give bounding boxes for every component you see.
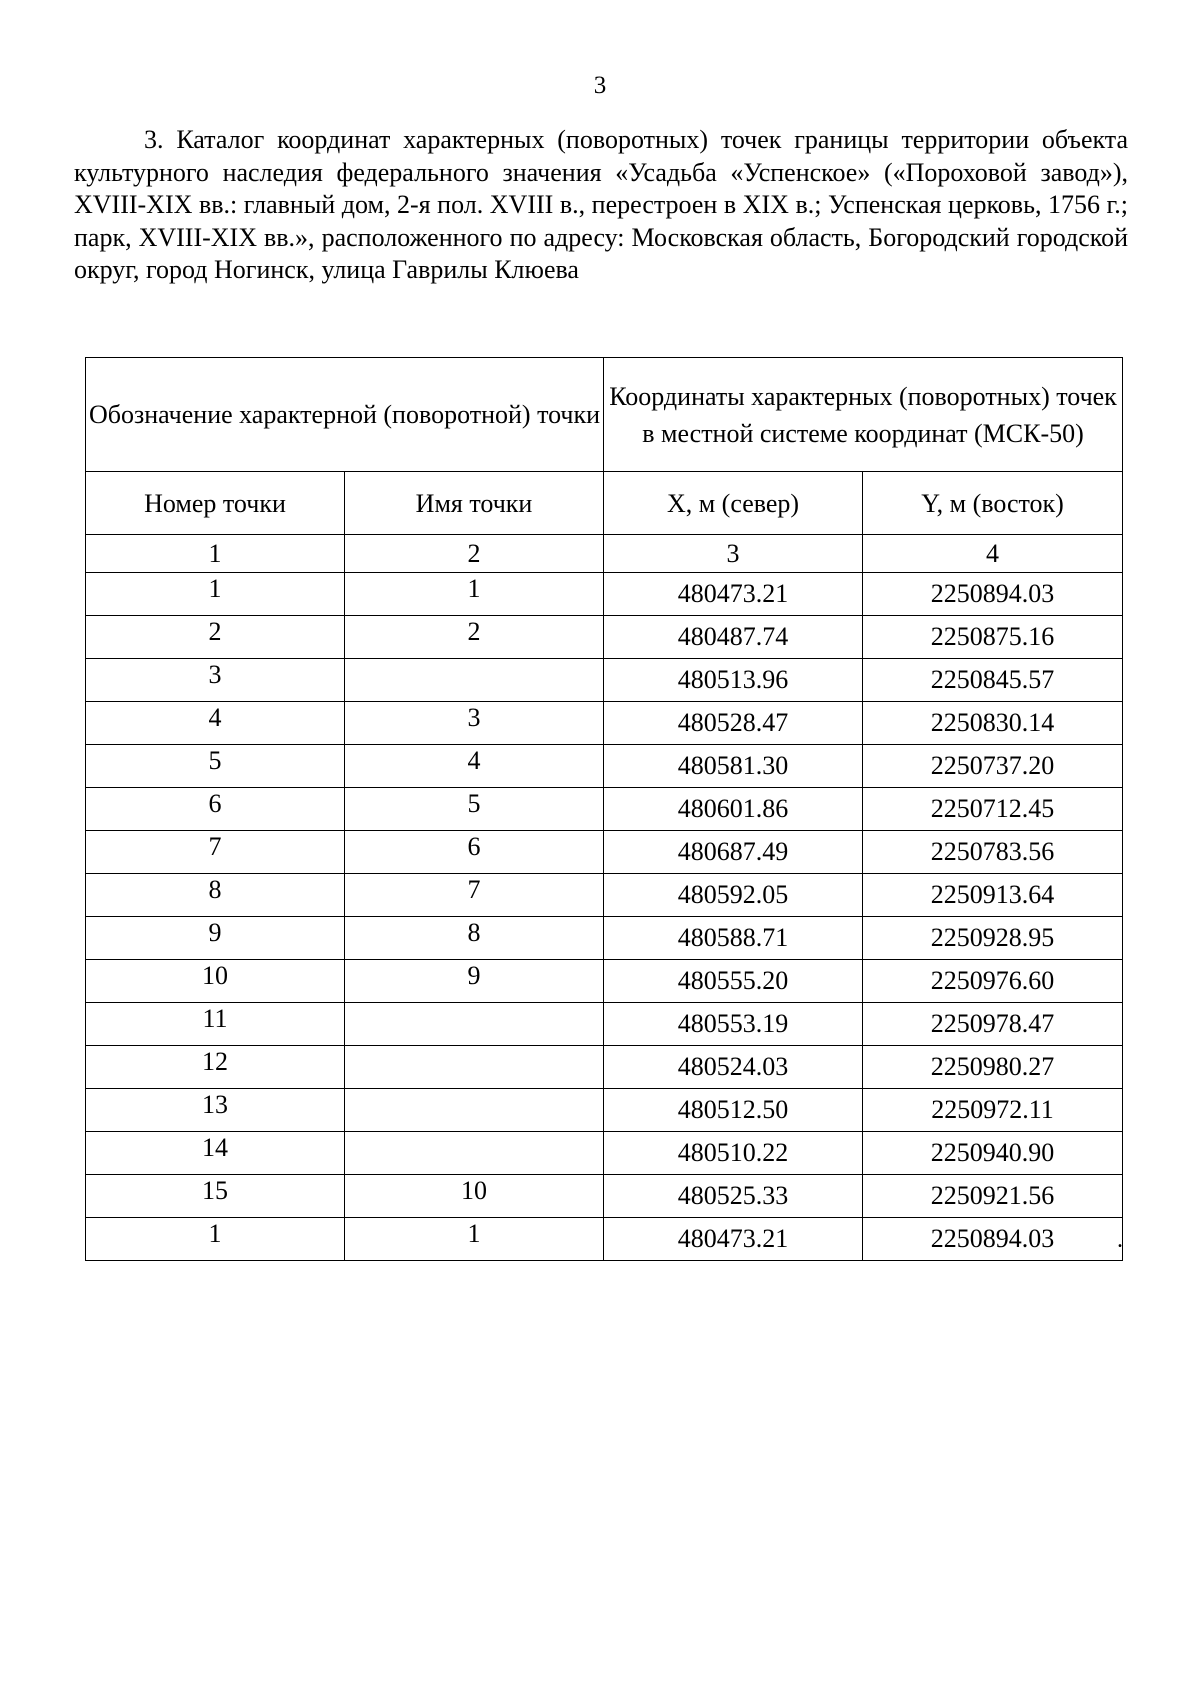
column-number: 2 — [345, 535, 604, 573]
cell-y: 2250980.27 — [863, 1046, 1123, 1089]
table-row — [86, 1089, 1123, 1132]
header-point-coordinates: Координаты характерных (поворотных) точек в местной системе координат (МСК-50) — [604, 358, 1123, 472]
cell-x: 480510.22 — [604, 1132, 863, 1175]
table-row — [86, 702, 1123, 745]
column-header-point-number: Номер точки — [86, 472, 345, 535]
trailing-dot: . — [1117, 1227, 1123, 1253]
table-row — [86, 1218, 1123, 1261]
cell-point-name: 1 — [345, 1218, 604, 1261]
cell-point-name: 7 — [345, 874, 604, 917]
cell-y: 2250783.56 — [863, 831, 1123, 874]
cell-point-name: 1 — [345, 573, 604, 616]
cell-x: 480513.96 — [604, 659, 863, 702]
cell-x: 480525.33 — [604, 1175, 863, 1218]
cell-y: 2250712.45 — [863, 788, 1123, 831]
cell-point-number: 6 — [86, 788, 345, 831]
page-number: 3 — [593, 72, 607, 99]
cell-y: 2250978.47 — [863, 1003, 1123, 1046]
cell-x: 480524.03 — [604, 1046, 863, 1089]
table-row — [86, 960, 1123, 1003]
table-row — [86, 616, 1123, 659]
table-row — [86, 1175, 1123, 1218]
cell-y: 2250928.95 — [863, 917, 1123, 960]
coordinates-table — [85, 357, 1123, 1261]
cell-x: 480487.74 — [604, 616, 863, 659]
cell-point-number: 10 — [86, 960, 345, 1003]
cell-x: 480473.21 — [604, 573, 863, 616]
cell-x: 480528.47 — [604, 702, 863, 745]
cell-point-number: 5 — [86, 745, 345, 788]
cell-point-number: 8 — [86, 874, 345, 917]
cell-point-number: 15 — [86, 1175, 345, 1218]
coordinates-table-body — [86, 358, 1123, 1261]
cell-x: 480555.20 — [604, 960, 863, 1003]
table-row — [86, 1003, 1123, 1046]
cell-point-number: 1 — [86, 573, 345, 616]
cell-point-number: 2 — [86, 616, 345, 659]
cell-x: 480601.86 — [604, 788, 863, 831]
cell-point-name: 5 — [345, 788, 604, 831]
cell-point-name: 4 — [345, 745, 604, 788]
table-row — [86, 874, 1123, 917]
column-number: 4 — [863, 535, 1123, 573]
table-row — [86, 659, 1123, 702]
cell-y: 2250894.03 — [863, 1218, 1123, 1261]
cell-x: 480592.05 — [604, 874, 863, 917]
catalog-intro-paragraph: 3. Каталог координат характерных (поворотных) точек границы территории объекта культурного наследия федерального значения «Усадьба «Успенское» («Пороховой завод»), XVIII-XIX вв.: главный дом, 2-я пол. XVIII в., перестроен в XIX в.; Успенская церковь, 1756 г.; парк, XVIII-XIX вв.», расположенного по адресу: Московская область, Богородский городской округ, город Ногинск, улица Гаврилы Клюева — [74, 125, 1128, 284]
column-number-row — [86, 535, 1123, 573]
table-row — [86, 917, 1123, 960]
column-number: 3 — [604, 535, 863, 573]
cell-y: 2250894.03 — [863, 573, 1123, 616]
cell-point-number: 13 — [86, 1089, 345, 1132]
cell-point-number: 1 — [86, 1218, 345, 1261]
cell-y: 2250940.90 — [863, 1132, 1123, 1175]
cell-y: 2250737.20 — [863, 745, 1123, 788]
cell-point-name — [345, 1132, 604, 1175]
table-row — [86, 745, 1123, 788]
cell-y: 2250845.57 — [863, 659, 1123, 702]
table-header-row — [86, 358, 1123, 472]
table-row — [86, 831, 1123, 874]
header-point-designation: Обозначение характерной (поворотной) точки — [86, 358, 604, 472]
cell-x: 480512.50 — [604, 1089, 863, 1132]
cell-point-number: 3 — [86, 659, 345, 702]
cell-y: 2250875.16 — [863, 616, 1123, 659]
cell-point-name — [345, 1003, 604, 1046]
cell-point-name: 10 — [345, 1175, 604, 1218]
cell-point-name: 6 — [345, 831, 604, 874]
column-header-y: Y, м (восток) — [863, 472, 1123, 535]
table-row — [86, 788, 1123, 831]
cell-point-number: 7 — [86, 831, 345, 874]
cell-y: 2250972.11 — [863, 1089, 1123, 1132]
cell-point-name: 3 — [345, 702, 604, 745]
cell-point-name: 2 — [345, 616, 604, 659]
table-row — [86, 1132, 1123, 1175]
cell-point-number: 12 — [86, 1046, 345, 1089]
column-header-point-name: Имя точки — [345, 472, 604, 535]
cell-x: 480687.49 — [604, 831, 863, 874]
cell-y: 2250830.14 — [863, 702, 1123, 745]
table-row — [86, 1046, 1123, 1089]
column-number: 1 — [86, 535, 345, 573]
cell-point-name: 9 — [345, 960, 604, 1003]
cell-x: 480581.30 — [604, 745, 863, 788]
cell-y: 2250976.60 — [863, 960, 1123, 1003]
column-header-x: X, м (север) — [604, 472, 863, 535]
table-row — [86, 573, 1123, 616]
cell-point-number: 14 — [86, 1132, 345, 1175]
table-column-header-row — [86, 472, 1123, 535]
cell-point-number: 4 — [86, 702, 345, 745]
cell-point-name — [345, 1089, 604, 1132]
cell-x: 480473.21 — [604, 1218, 863, 1261]
cell-point-name: 8 — [345, 917, 604, 960]
cell-point-name — [345, 659, 604, 702]
cell-x: 480588.71 — [604, 917, 863, 960]
cell-x: 480553.19 — [604, 1003, 863, 1046]
cell-y: 2250913.64 — [863, 874, 1123, 917]
cell-point-name — [345, 1046, 604, 1089]
cell-y: 2250921.56 — [863, 1175, 1123, 1218]
cell-point-number: 11 — [86, 1003, 345, 1046]
cell-point-number: 9 — [86, 917, 345, 960]
